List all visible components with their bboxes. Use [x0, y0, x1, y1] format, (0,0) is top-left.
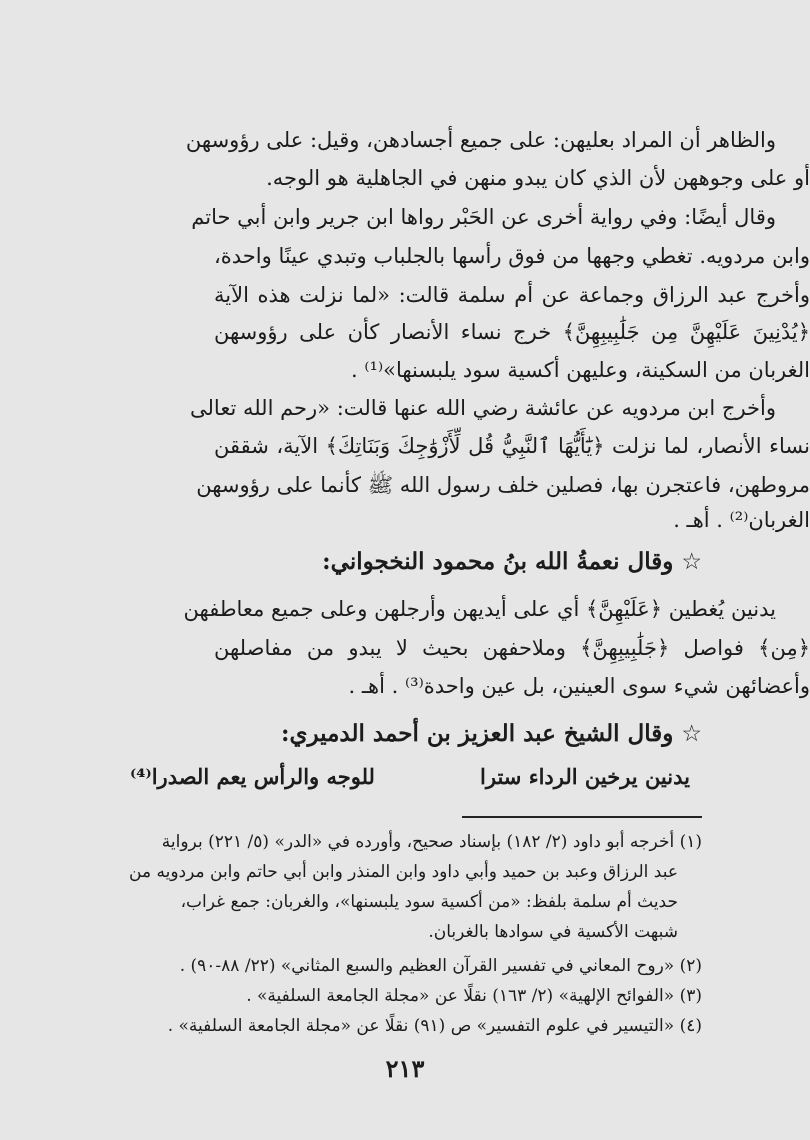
paragraph-line: مروطهن، فاعتجرن بها، فصلين خلف رسول الله ﷺ كأنما على رؤوسهن	[196, 473, 810, 497]
paragraph-line: وقال أيضًا: وفي رواية أخرى عن الحَبْر رواها ابن جرير وابن أبي حاتم	[191, 205, 776, 229]
verse-second-hemistich: للوجه والرأس يعم الصدرا⁽⁴⁾	[130, 764, 375, 789]
paragraph-line: أو على وجوههن لأن الذي كان يبدو منهن في الجاهلية هو الوجه.	[266, 166, 810, 190]
footnote-line: حديث أم سلمة بلفظ: «من أكسية سود يلبسنها»، والغربان: جمع غراب،	[180, 892, 678, 912]
heading-text: وقال نعمةُ الله بنُ محمود النخجواني:	[322, 548, 674, 575]
verse-first-hemistich: يدنين يرخين الرداء سترا	[480, 764, 690, 789]
heading-text: وقال الشيخ عبد العزيز بن أحمد الدميري:	[280, 720, 674, 747]
star-icon: ☆	[681, 549, 702, 575]
paragraph-line: وأعضائهن شيء سوى العينين، بل عين واحدة⁽³⁾ . أهـ .	[348, 674, 810, 698]
poem-verse	[130, 764, 690, 789]
footnote-line: (١) أخرجه أبو داود (٢/ ١٨٢) بإسناد صحيح، وأورده في «الدر» (٥/ ٢٢١) برواية	[161, 832, 702, 852]
footnote-line: (٣) «الفوائح الإلهية» (٢/ ١٦٣) نقلًا عن «مجلة الجامعة السلفية» .	[246, 986, 702, 1006]
footnote-line: (٤) «التيسير في علوم التفسير» ص (٩١) نقلًا عن «مجلة الجامعة السلفية» .	[167, 1016, 702, 1036]
footnote-line: شبهت الأكسية في سوادها بالغربان.	[428, 922, 678, 942]
section-heading	[106, 548, 702, 575]
footnote-line: (٢) «روح المعاني في تفسير القرآن العظيم والسبع المثاني» (٢٢/ ٨٨-٩٠) .	[179, 956, 702, 976]
paragraph-line: الغربان من السكينة، وعليهن أكسية سود يلبسنها»⁽¹⁾ .	[351, 358, 810, 382]
paragraph-line: نساء الأنصار، لما نزلت ﴿يَٰٓأَيُّهَا ٱلنَّبِيُّ قُل لِّأَزْوَٰجِكَ وَبَنَاتِكَ﴾ الآية، شققن	[214, 434, 810, 458]
paragraph-line: وابن مردويه. تغطي وجهها من فوق رأسها بالجلباب وتبدي عينًا واحدة،	[214, 244, 810, 268]
paragraph-line: ﴿يُدْنِينَ عَلَيْهِنَّ مِن جَلَٰبِيبِهِنَّ﴾ خرج نساء الأنصار كأن على رؤوسهن	[214, 320, 810, 344]
paragraph-line: والظاهر أن المراد بعليهن: على جميع أجسادهن، وقيل: على رؤوسهن	[185, 128, 776, 152]
paragraph-line: وأخرج عبد الرزاق وجماعة عن أم سلمة قالت: «لما نزلت هذه الآية	[214, 283, 810, 307]
page-number: ٢١٣	[385, 1054, 425, 1083]
footnote-line: عبد الرزاق وعبد بن حميد وأبي داود وابن المنذر وابن أبي حاتم وابن مردويه من	[129, 862, 678, 882]
paragraph-line: ﴿مِن﴾ فواصل ﴿جَلَٰبِيبِهِنَّ﴾ وملاحفهن بحيث لا يبدو من مفاصلهن	[214, 636, 810, 660]
paragraph-line: الغربان⁽²⁾ . أهـ .	[673, 508, 810, 532]
star-icon: ☆	[681, 721, 702, 747]
footnote-separator	[462, 816, 702, 818]
section-heading	[106, 720, 702, 747]
paragraph-line: وأخرج ابن مردويه عن عائشة رضي الله عنها قالت: «رحم الله تعالى	[190, 396, 776, 420]
paragraph-line: يدنين يُغطين ﴿عَلَيْهِنَّ﴾ أي على أيديهن وأرجلهن وعلى جميع معاطفهن	[183, 597, 776, 621]
